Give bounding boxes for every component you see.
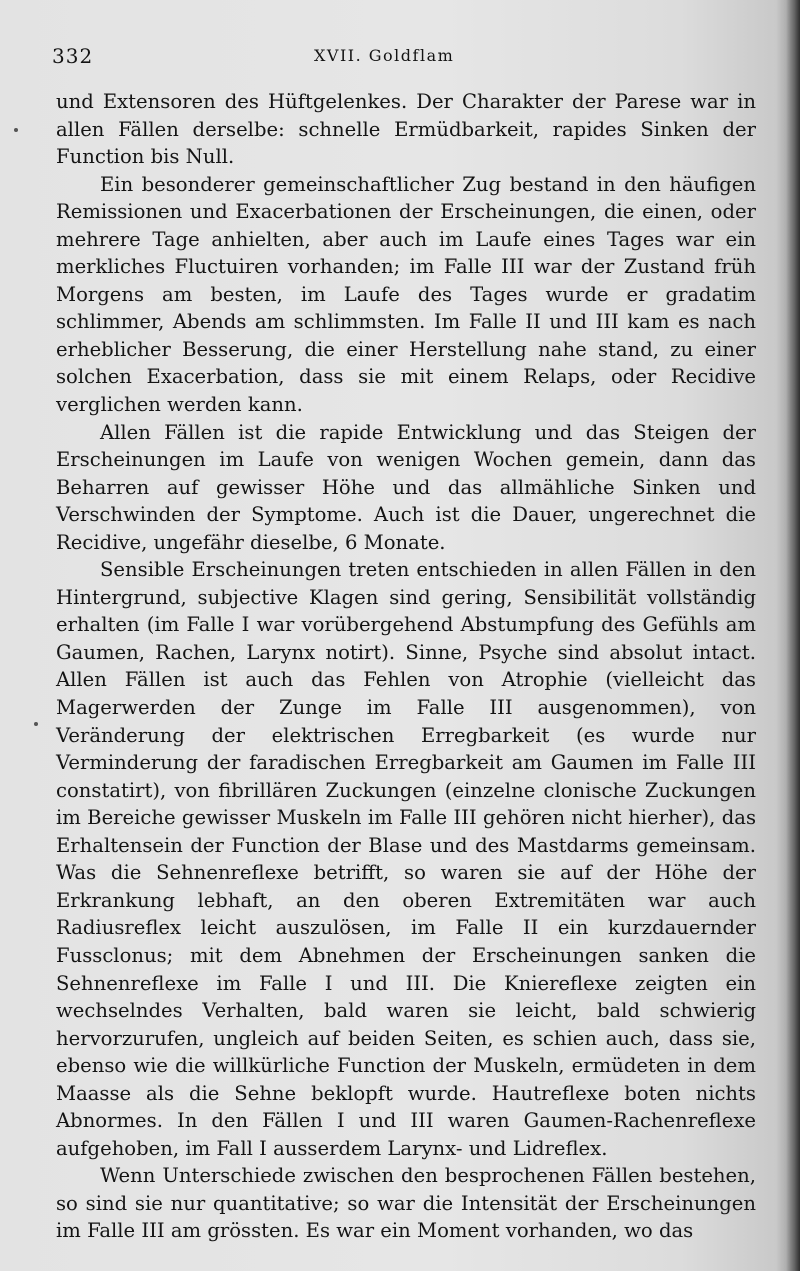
paragraph-2: Ein besonderer gemeinschaftlicher Zug bestand in den häufigen Remissionen und Exacerbationen der Erscheinungen, die einen, oder mehrere Tage anhielten, aber auch im Laufe eines Tages war ein merkliches Fluctuiren vorhanden; im Falle III war der Zustand früh Morgens am besten, im Laufe des Tages wurde er gradatim schlimmer, Abends am schlimmsten. Im Falle II und III kam es nach erheblicher Besserung, die einer Herstellung nahe stand, zu einer solchen Exacerbation, dass sie mit einem Relaps, oder Recidive verglichen werden kann. (56, 172, 756, 417)
paragraph-3: Allen Fällen ist die rapide Entwicklung und das Steigen der Erscheinungen im Laufe von wenigen Wochen gemein, dann das Beharren auf gewisser Höhe und das allmähliche Sinken und Verschwinden der Symptome. Auch ist die Dauer, ungerechnet die Recidive, ungefähr dieselbe, 6 Monate. (56, 420, 756, 554)
page-header (52, 44, 772, 74)
paper-speck (14, 128, 18, 132)
page-gutter-shadow (786, 0, 800, 1271)
paragraph-4: Sensible Erscheinungen treten entschieden in allen Fällen in den Hintergrund, subjective Klagen sind gering, Sensibilität vollständig erhalten (im Falle I war vorübergehend Abstumpfung des Gefühls am Gaumen, Rachen, Larynx notirt). Sinne, Psyche sind absolut intact. Allen Fällen ist auch das Fehlen von Atrophie (vielleicht das Magerwerden der Zunge im Falle III ausgenommen), von Veränderung der elektrischen Erregbarkeit (es wurde nur Verminderung der faradischen Erregbarkeit am Gaumen im Falle III constatirt), von fibrillären Zuckungen (einzelne clonische Zuckungen im Bereiche gewisser Muskeln im Falle III gehören nicht hierher), das Erhaltensein der Function der Blase und des Mastdarms gemeinsam. Was die Sehnenreflexe betrifft, so waren sie auf der Höhe der Erkrankung lebhaft, an den oberen Extremitäten war auch Radiusreflex leicht auszulösen, im Falle II ein kurzdauernder Fussclonus; mit dem Abnehmen der Erscheinungen sanken die Sehnenreflexe im Falle I und III. Die Kniereflexe zeigten ein wechselndes Verhalten, bald waren sie leicht, bald schwierig hervorzurufen, ungleich auf beiden Seiten, es schien auch, dass sie, ebenso wie die willkürliche Function der Muskeln, ermüdeten in dem Maasse als die Sehne beklopft wurde. Hautreflexe boten nichts Abnormes. In den Fällen I und III waren Gaumen-Rachenreflexe aufgehoben, im Fall I ausserdem Larynx- und Lidreflex. (56, 558, 756, 1160)
body-text (56, 88, 756, 1245)
paper-speck (34, 722, 38, 726)
running-head: XVII. Goldflam (314, 46, 455, 65)
page-number: 332 (52, 44, 94, 68)
paragraph-5: Wenn Unterschiede zwischen den besprochenen Fällen bestehen, so sind sie nur quantitative; so war die Intensität der Erscheinungen im Falle III am grössten. Es war ein Moment vorhanden, wo das (56, 1164, 756, 1243)
paragraph-1: und Extensoren des Hüftgelenkes. Der Charakter der Parese war in allen Fällen derselbe: schnelle Ermüdbarkeit, rapides Sinken der Function bis Null. (56, 90, 756, 169)
